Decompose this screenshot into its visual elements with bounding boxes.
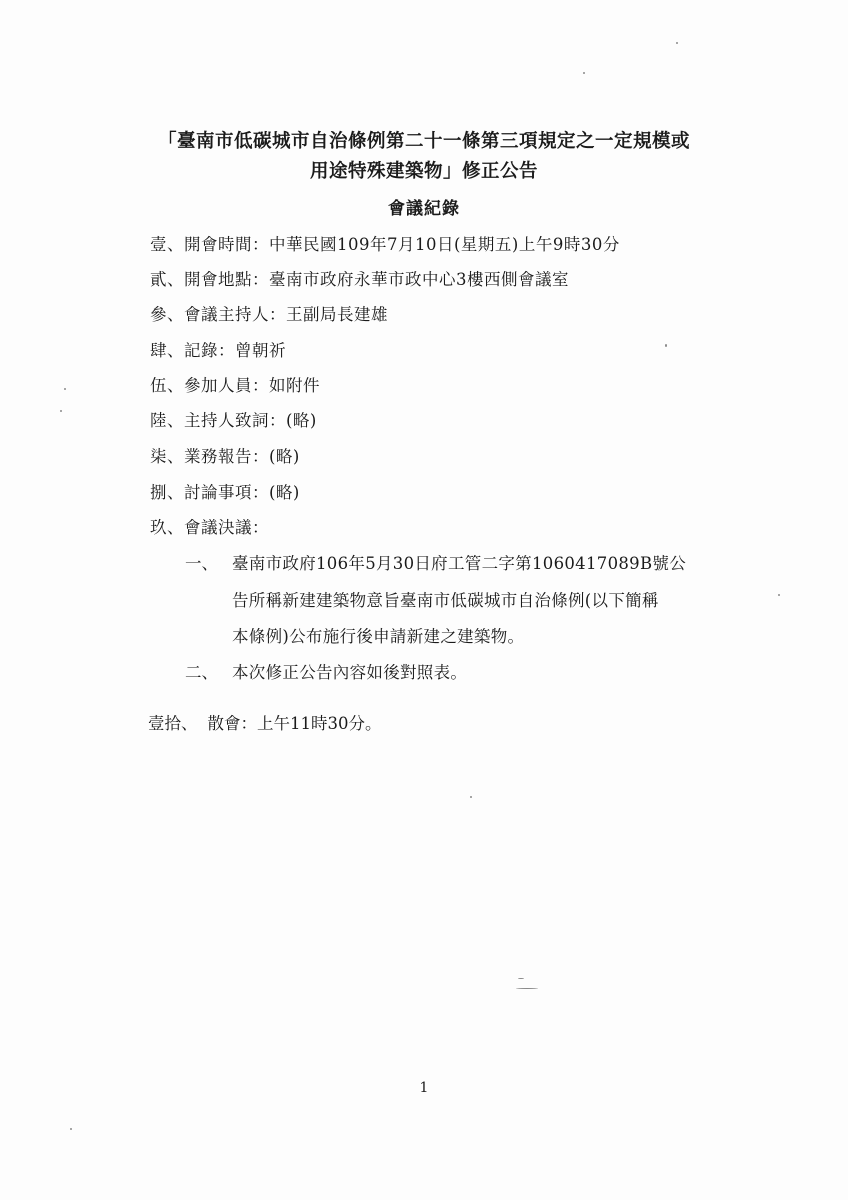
resolution-text-line: 本次修正公告內容如後對照表。 [232,663,468,682]
page-number: 1 [419,1080,429,1096]
agenda-item [150,301,388,325]
resolution-number: 二、 [185,663,218,682]
agenda-item-number: 柒、 [150,447,184,466]
adjournment-number: 壹拾、 [148,714,198,733]
resolution-text-line: 本條例)公布施行後申請新建之建築物。 [232,627,525,646]
agenda-item-text: 記錄：曾朝祈 [184,341,286,360]
scan-speck [778,594,780,596]
agenda-item-text: 會議決議： [184,518,269,537]
agenda-item-number: 參、 [150,305,184,324]
adjournment-text: 散會：上午11時30分。 [207,714,382,733]
agenda-item [150,479,300,503]
agenda-item [150,266,569,290]
agenda-item-text: 會議主持人：王副局長建雄 [184,305,388,324]
scan-speck [583,72,585,74]
scan-speck [64,388,66,390]
agenda-item [150,514,269,538]
resolution-text-line: 告所稱新建建築物意旨臺南市低碳城市自治條例(以下簡稱 [232,591,659,610]
agenda-item-number: 陸、 [150,411,184,430]
agenda-item-number: 捌、 [150,483,184,502]
scan-speck [60,410,62,412]
agenda-item-text: 開會地點：臺南市政府永華市政中心3樓西側會議室 [184,270,569,289]
agenda-item-number: 貳、 [150,270,184,289]
agenda-item-number: 肆、 [150,341,184,360]
agenda-item [150,407,317,431]
agenda-item [150,372,320,396]
agenda-item-text: 參加人員：如附件 [184,376,320,395]
scan-speck [665,344,667,347]
document-title-line-2: 用途特殊建築物」修正公告 [309,161,538,182]
scan-speck [676,42,678,44]
agenda-item-text: 開會時間：中華民國109年7月10日(星期五)上午9時30分 [184,235,620,254]
resolution-number: 一、 [185,554,218,573]
scan-speck [518,978,524,979]
agenda-item-text: 主持人致詞：(略) [184,411,317,430]
minutes-heading: 會議紀錄 [388,199,460,219]
scan-speck [516,988,538,989]
agenda-item-number: 伍、 [150,376,184,395]
document-title-line-1: 「臺南市低碳城市自治條例第二十一條第三項規定之一定規模或 [157,131,690,152]
agenda-item [150,443,300,467]
scan-speck [70,1128,72,1130]
agenda-item-text: 討論事項：(略) [184,483,300,502]
adjournment-item [148,710,382,734]
resolution-text-line: 臺南市政府106年5月30日府工管二字第1060417089B號公 [232,554,686,573]
agenda-item [150,231,620,255]
agenda-item [150,337,286,361]
agenda-item-number: 玖、 [150,518,184,537]
agenda-item-text: 業務報告：(略) [184,447,300,466]
scan-speck [470,796,472,798]
agenda-item-number: 壹、 [150,235,184,254]
